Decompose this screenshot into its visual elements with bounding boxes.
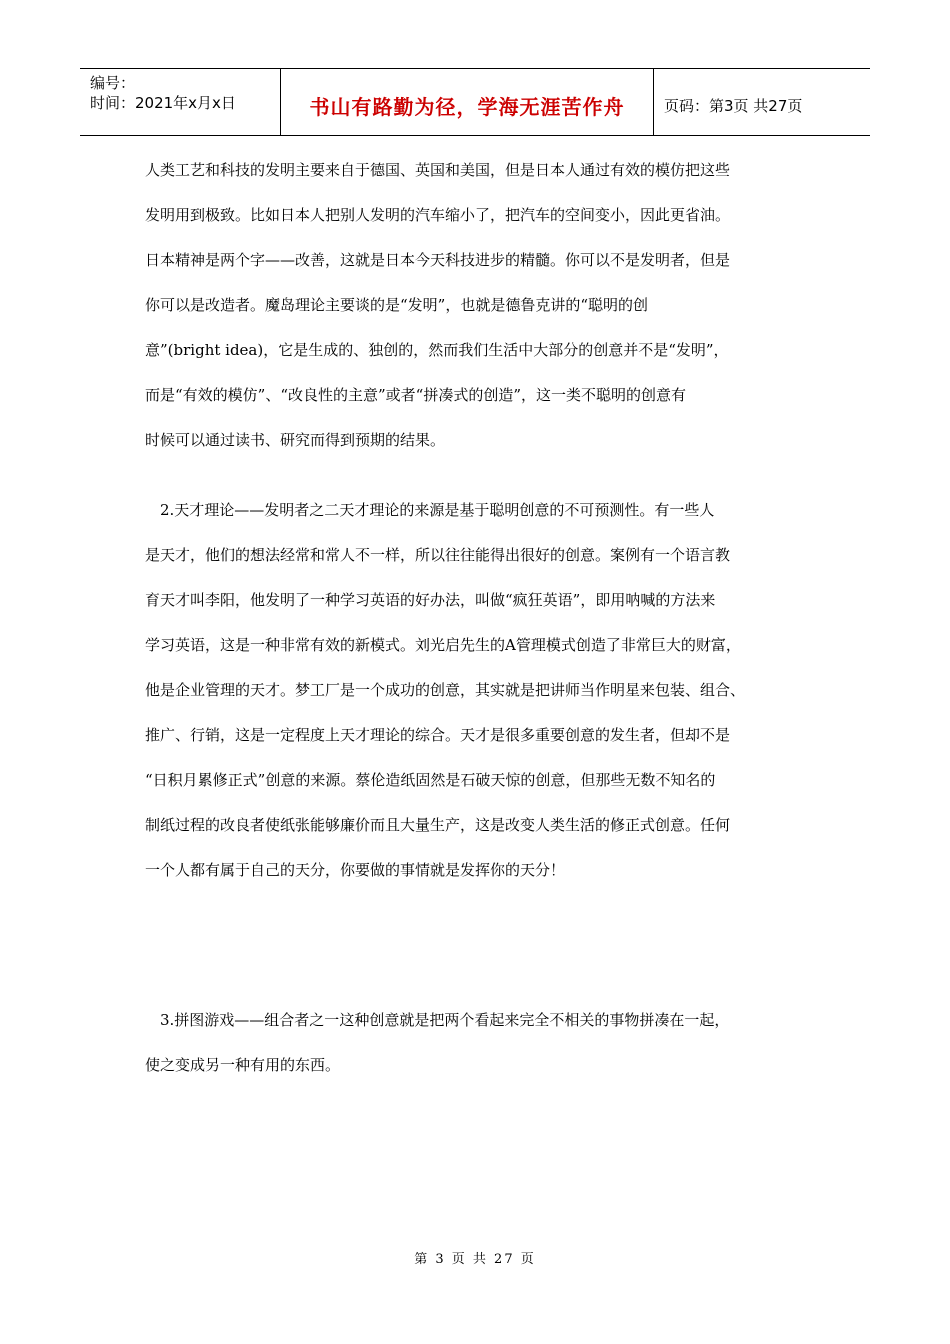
text-line: 制纸过程的改良者使纸张能够廉价而且大量生产，这是改变人类生活的修正式创意。任何: [145, 816, 731, 834]
paragraph-gap: [145, 900, 825, 1005]
text-line: 推广、行销，这是一定程度上天才理论的综合。天才是很多重要创意的发生者，但却不是: [145, 726, 731, 744]
header-motto-cell: [281, 69, 654, 135]
text-line: 使之变成另一种有用的东西。: [145, 1056, 341, 1074]
time-label: 时间：2021年x月x日: [90, 94, 236, 112]
text-line: 一个人都有属于自己的天分，你要做的事情就是发挥你的天分！: [145, 861, 566, 879]
paragraph: [145, 155, 825, 470]
document-body: [145, 155, 825, 1095]
footer-page-number: 第 3 页 共 27 页: [414, 1252, 536, 1267]
text-line: 3.拼图游戏——组合者之一这种创意就是把两个看起来完全不相关的事物拼凑在一起，: [145, 1011, 730, 1029]
header-page-info: 页码：第3页 共27页: [664, 96, 803, 115]
text-line: 2.天才理论——发明者之二天才理论的来源是基于聪明创意的不可预测性。有一些人: [145, 501, 715, 519]
header-motto: 书山有路勤为径，学海无涯苦作舟: [309, 94, 625, 119]
page-footer: [0, 1248, 950, 1267]
text-line: 人类工艺和科技的发明主要来自于德国、英国和美国，但是日本人通过有效的模仿把这些: [145, 161, 731, 179]
paragraph-gap: [145, 470, 825, 495]
text-line: 是天才，他们的想法经常和常人不一样，所以往往能得出很好的创意。案例有一个语言教: [145, 546, 731, 564]
text-line: 时候可以通过读书、研究而得到预期的结果。: [145, 431, 446, 449]
header-page-info-cell: [654, 69, 870, 135]
text-line: 他是企业管理的天才。梦工厂是一个成功的创意，其实就是把讲师当作明星来包装、组合、: [145, 681, 746, 699]
text-line: “日积月累修正式”创意的来源。蔡伦造纸固然是石破天惊的创意，但那些无数不知名的: [145, 771, 716, 789]
text-line: 意”(bright idea)，它是生成的、独创的，然而我们生活中大部分的创意并不是“发明”，: [145, 341, 729, 359]
number-label: 编号：: [90, 74, 136, 92]
text-line: 学习英语，这是一种非常有效的新模式。刘光启先生的A管理模式创造了非常巨大的财富，: [145, 636, 741, 654]
text-line: 育天才叫李阳，他发明了一种学习英语的好办法，叫做“疯狂英语”，即用呐喊的方法来: [145, 591, 716, 609]
page-header: [80, 68, 870, 136]
header-meta: [80, 69, 281, 135]
text-line: 而是“有效的模仿”、“改良性的主意”或者“拼凑式的创造”，这一类不聪明的创意有: [145, 386, 687, 404]
text-line: 发明用到极致。比如日本人把别人发明的汽车缩小了，把汽车的空间变小，因此更省油。: [145, 206, 731, 224]
text-line: 日本精神是两个字——改善，这就是日本今天科技进步的精髓。你可以不是发明者，但是: [145, 251, 731, 269]
text-line: 你可以是改造者。魔岛理论主要谈的是“发明”，也就是德鲁克讲的“聪明的创: [145, 296, 649, 314]
paragraph: [145, 1005, 825, 1095]
paragraph: [145, 495, 825, 900]
